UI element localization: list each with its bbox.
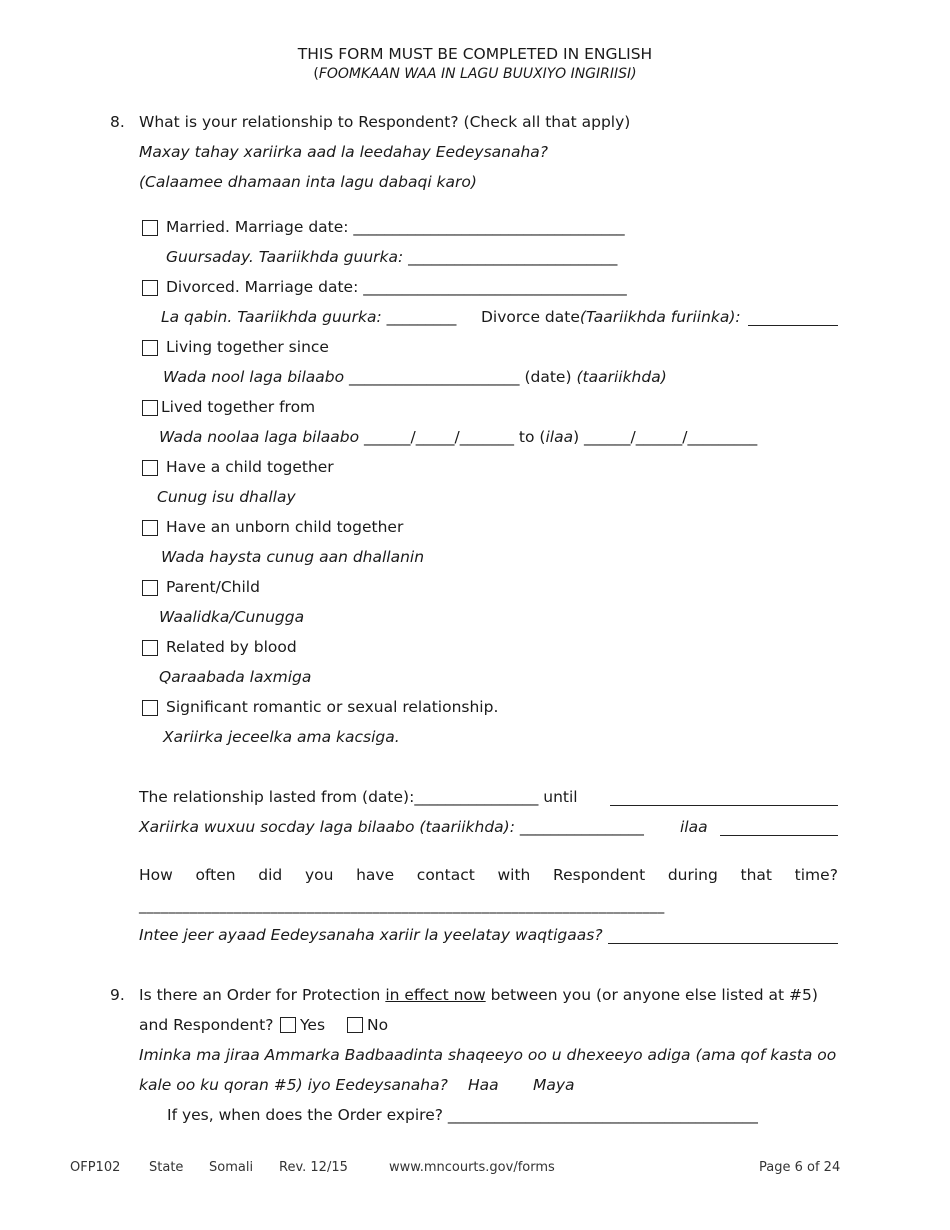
relationship-until-somali: ilaa [680, 818, 708, 836]
footer-page-number: Page 6 of 24 [759, 1160, 841, 1175]
form-header-english: THIS FORM MUST BE COMPLETED IN ENGLISH [297, 45, 653, 63]
living-together-somali: Wada nool laga bilaabo ______________________ (date) (taariikhda) [163, 368, 667, 386]
q9-number: 9. [110, 986, 125, 1004]
footer-url[interactable]: www.mncourts.gov/forms [389, 1160, 555, 1175]
divorced-label-somali: La qabin. Taariikhda guurka: _________ [161, 308, 457, 326]
romantic-checkbox[interactable] [142, 700, 158, 716]
divorced-checkbox[interactable] [142, 280, 158, 296]
q9-no-label: No [367, 1016, 389, 1034]
romantic-label: Significant romantic or sexual relationship. [166, 698, 499, 716]
unborn-child-checkbox[interactable] [142, 520, 158, 536]
q9-haa-label: Haa [468, 1076, 499, 1094]
contact-answer-field[interactable]: ________________________________________________________________________ [139, 898, 665, 914]
married-label: Married. Marriage date: ___________________________________ [166, 218, 625, 236]
romantic-somali: Xariirka jeceelka ama kacsiga. [163, 728, 400, 746]
q9-question-line2: and Respondent? [139, 1016, 274, 1034]
footer-revision: Rev. 12/15 [279, 1160, 348, 1175]
contact-question-somali: Intee jeer ayaad Eedeysanaha xariir la yeelatay waqtigaas? [139, 926, 603, 944]
related-blood-checkbox[interactable] [142, 640, 158, 656]
q9-maya-label: Maya [533, 1076, 575, 1094]
related-blood-label: Related by blood [166, 638, 297, 656]
unborn-child-somali: Wada haysta cunug aan dhallanin [161, 548, 425, 566]
married-label-somali: Guursaday. Taariikhda guurka: ___________________________ [166, 248, 618, 266]
relationship-until-field[interactable] [610, 805, 838, 806]
divorce-date-label: Divorce date(Taariikhda furiinka): [481, 308, 741, 326]
related-blood-somali: Qaraabada laxmiga [159, 668, 312, 686]
lived-together-label: Lived together from [161, 398, 316, 416]
form-header-somali: (FOOMKAAN WAA IN LAGU BUUXIYO INGIRIISI) [313, 66, 637, 82]
parent-child-checkbox[interactable] [142, 580, 158, 596]
child-together-somali: Cunug isu dhallay [157, 488, 296, 506]
relationship-lasted-label: The relationship lasted from (date):________________ until [139, 788, 578, 806]
q8-question: What is your relationship to Respondent? (Check all that apply) [139, 113, 631, 131]
q8-number: 8. [110, 113, 125, 131]
unborn-child-label: Have an unborn child together [166, 518, 404, 536]
married-checkbox[interactable] [142, 220, 158, 236]
q9-yes-label: Yes [300, 1016, 326, 1034]
q8-question-somali-note: (Calaamee dhamaan inta lagu dabaqi karo) [139, 173, 477, 191]
q9-question-somali: Iminka ma jiraa Ammarka Badbaadinta shaqeeyo oo u dhexeeyo adiga (ama qof kasta oo [139, 1046, 837, 1064]
living-together-label: Living together since [166, 338, 329, 356]
q9-question-somali-line2: kale oo ku qoran #5) iyo Eedeysanaha? [139, 1076, 448, 1094]
footer-form-number: OFP102 [70, 1160, 121, 1175]
contact-answer-field-somali[interactable] [608, 943, 838, 944]
parent-child-label: Parent/Child [166, 578, 260, 596]
lived-together-checkbox[interactable] [142, 400, 158, 416]
footer-language: Somali [209, 1160, 254, 1175]
child-together-label: Have a child together [166, 458, 334, 476]
living-together-checkbox[interactable] [142, 340, 158, 356]
q9-no-checkbox[interactable] [347, 1017, 363, 1033]
divorced-label: Divorced. Marriage date: __________________________________ [166, 278, 627, 296]
q9-expire-question: If yes, when does the Order expire? ________________________________________ [167, 1106, 758, 1124]
contact-question: How often did you have contact with Respondent during that time? [139, 866, 838, 884]
divorce-date-field[interactable] [748, 325, 838, 326]
relationship-lasted-somali: Xariirka wuxuu socday laga bilaabo (taariikhda): ________________ [139, 818, 644, 836]
footer-state: State [149, 1160, 184, 1175]
q9-yes-checkbox[interactable] [280, 1017, 296, 1033]
lived-together-dates: Wada noolaa laga bilaabo ______/_____/_______ to (ilaa) ______/______/_________ [159, 428, 758, 446]
q9-question: Is there an Order for Protection in effect now between you (or anyone else listed at #5) [139, 986, 818, 1004]
parent-child-somali: Waalidka/Cunugga [159, 608, 305, 626]
q8-question-somali: Maxay tahay xariirka aad la leedahay Eedeysanaha? [139, 143, 549, 161]
child-together-checkbox[interactable] [142, 460, 158, 476]
relationship-until-field-somali[interactable] [720, 835, 838, 836]
